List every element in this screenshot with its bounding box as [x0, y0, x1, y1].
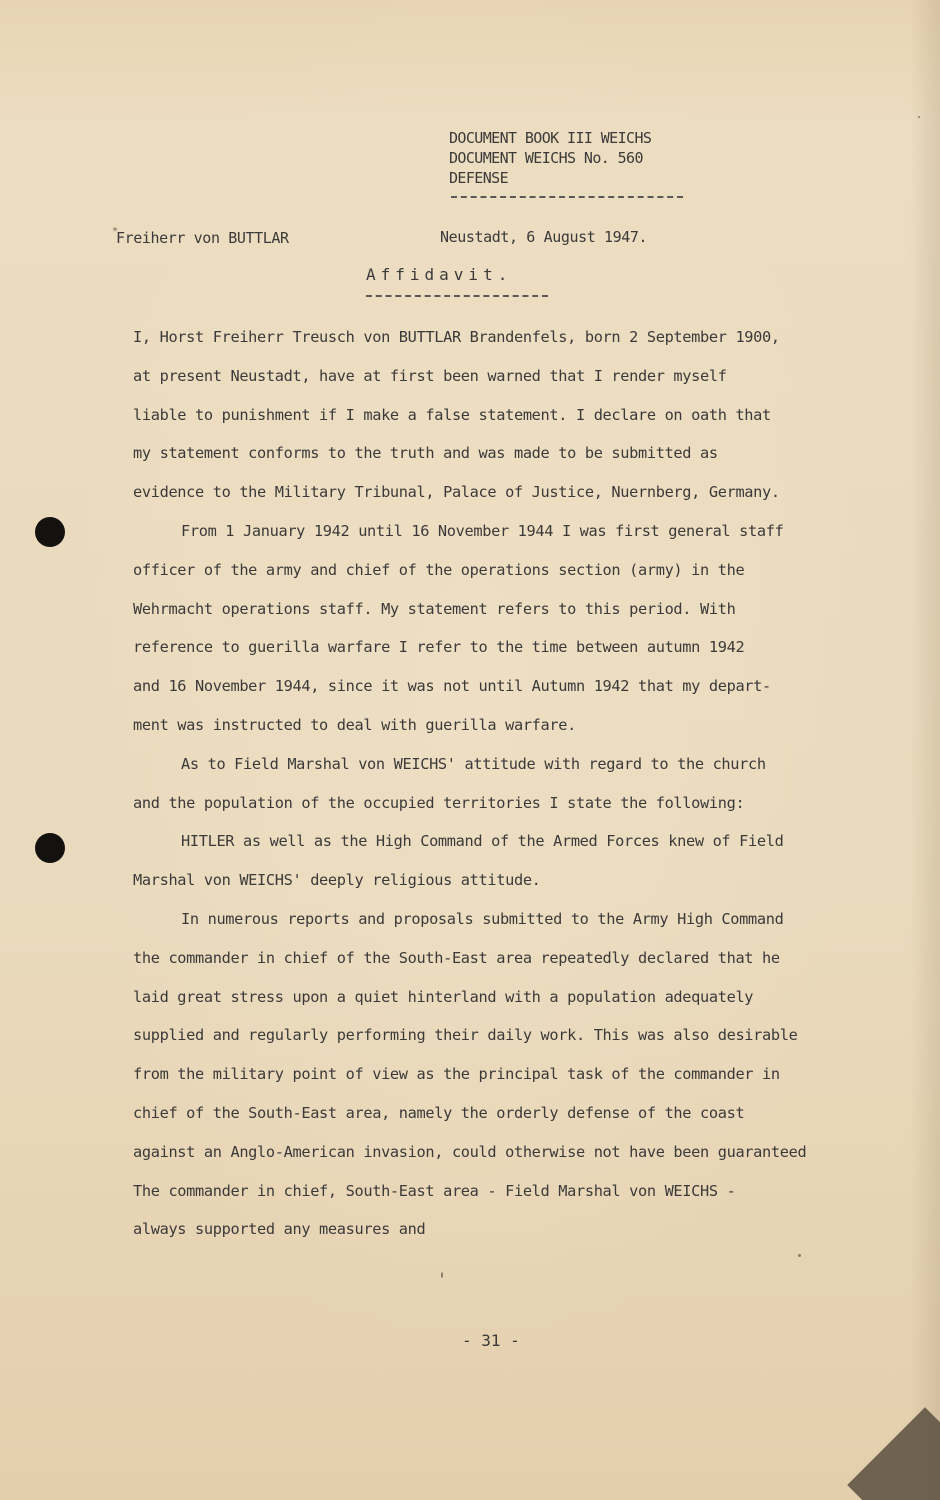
title-underline: [366, 295, 548, 297]
text-line: In numerous reports and proposals submitted to the Army High Command: [181, 909, 784, 928]
paper-speck: [798, 1254, 801, 1257]
text-line: evidence to the Military Tribunal, Palace of Justice, Nuernberg, Germany.: [133, 483, 780, 502]
header-underline: [451, 196, 683, 198]
text-line: chief of the South-East area, namely the orderly defense of the coast: [133, 1103, 745, 1122]
text-line: and the population of the occupied territories I state the following:: [133, 793, 745, 812]
document-header: [449, 128, 689, 188]
header-line: DOCUMENT BOOK III WEICHS: [449, 129, 652, 147]
paper-speck: [441, 1272, 443, 1278]
page-number: - 31 -: [462, 1331, 520, 1350]
asterisk-mark: *: [112, 226, 119, 237]
text-line: the commander in chief of the South-East area repeatedly declared that he: [133, 948, 780, 967]
text-line: reference to guerilla warfare I refer to the time between autumn 1942: [133, 638, 745, 657]
affidavit-body: [133, 318, 878, 1249]
text-line: Wehrmacht operations staff. My statement refers to this period. With: [133, 599, 736, 618]
text-line: liable to punishment if I make a false statement. I declare on oath that: [133, 405, 771, 424]
text-line: supplied and regularly performing their daily work. This was also desirable: [133, 1026, 798, 1045]
text-line: laid great stress upon a quiet hinterland with a population adequately: [133, 987, 754, 1006]
document-title: Affidavit.: [366, 265, 513, 284]
text-line: From 1 January 1942 until 16 November 1944 I was first general staff: [181, 521, 784, 540]
text-line: always supported any measures and: [133, 1220, 426, 1239]
text-line: ment was instructed to deal with guerilla warfare.: [133, 715, 576, 734]
text-line: from the military point of view as the principal task of the commander in: [133, 1065, 780, 1084]
header-line: DEFENSE: [449, 169, 509, 187]
page-edge-shadow: [910, 0, 940, 1500]
text-line: my statement conforms to the truth and was made to be submitted as: [133, 444, 718, 463]
affiant-name: Freiherr von BUTTLAR: [116, 229, 289, 247]
paper-speck: [918, 116, 920, 118]
text-line: HITLER as well as the High Command of the Armed Forces knew of Field: [181, 832, 784, 851]
text-line: against an Anglo-American invasion, could otherwise not have been guaranteed: [133, 1142, 807, 1161]
text-line: officer of the army and chief of the operations section (army) in the: [133, 560, 745, 579]
text-line: I, Horst Freiherr Treusch von BUTTLAR Brandenfels, born 2 September 1900,: [133, 328, 780, 346]
text-line: As to Field Marshal von WEICHS' attitude with regard to the church: [181, 754, 766, 773]
text-line: Marshal von WEICHS' deeply religious attitude.: [133, 871, 541, 890]
torn-corner: [847, 1407, 940, 1500]
text-line: and 16 November 1944, since it was not until Autumn 1942 that my depart-: [133, 677, 771, 696]
punch-hole-top: [35, 517, 65, 547]
punch-hole-bottom: [35, 833, 65, 863]
place-and-date: Neustadt, 6 August 1947.: [440, 228, 648, 246]
header-line: DOCUMENT WEICHS No. 560: [449, 149, 643, 167]
text-line: The commander in chief, South-East area - Field Marshal von WEICHS -: [133, 1181, 736, 1200]
text-line: at present Neustadt, have at first been warned that I render myself: [133, 366, 727, 385]
